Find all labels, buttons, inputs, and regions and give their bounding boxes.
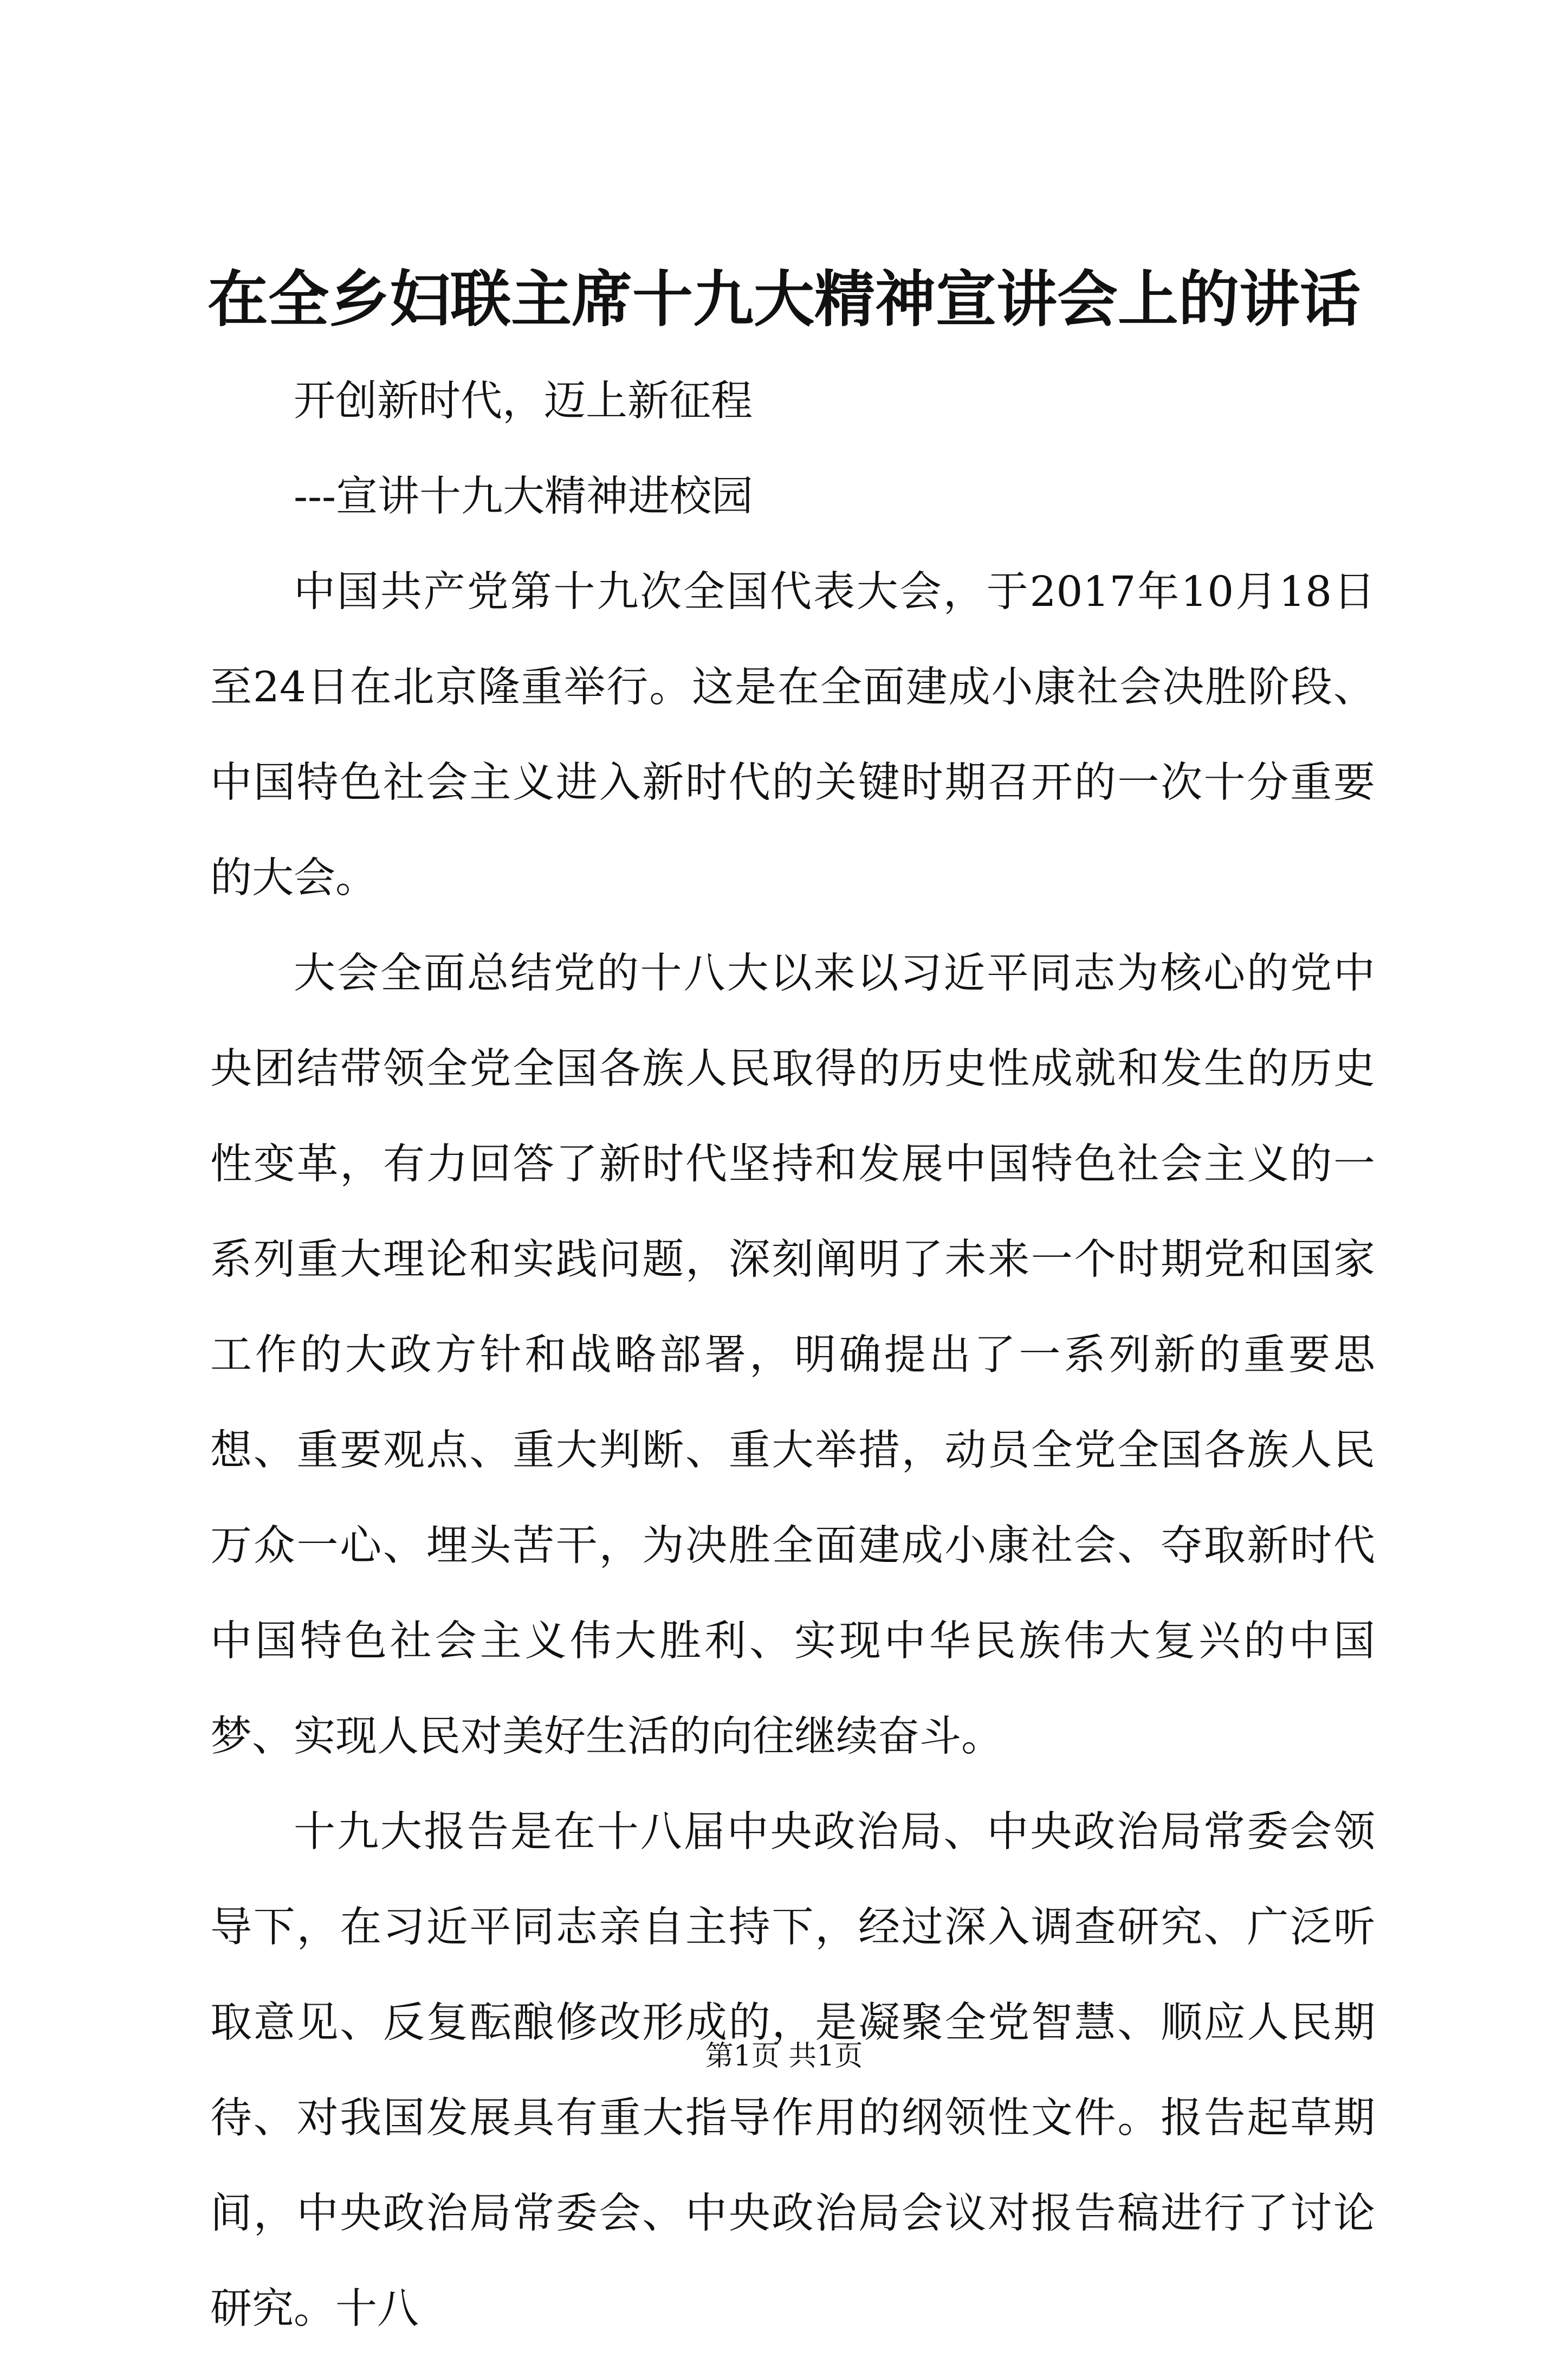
body-paragraph-3: 十九大报告是在十八届中央政治局、中央政治局常委会领导下，在习近平同志亲自主持下，经过深入调查研究、广泛听取意见、反复酝酿修改形成的，是凝聚全党智慧、顺应人民期待、对我国发展具有重大指导作用的纲领性文件。报告起草期间，中央政治局常委会、中央政治局会议对报告稿进行了讨论研究。十八 (210, 1808, 1375, 2333)
document-subtitle: 开创新时代，迈上新征程 (294, 377, 753, 425)
page-footer: 第1页 共1页 (705, 2040, 863, 2072)
body-paragraph-1: 中国共产党第十九次全国代表大会，于2017年10月18日至24日在北京隆重举行。这是在全面建成小康社会决胜阶段、中国特色社会主义进入新时代的关键时期召开的一次十分重要的大会。 (210, 568, 1375, 902)
body-paragraph-2: 大会全面总结党的十八大以来以习近平同志为核心的党中央团结带领全党全国各族人民取得的历史性成就和发生的历史性变革，有力回答了新时代坚持和发展中国特色社会主义的一系列重大理论和实践问题，深刻阐明了未来一个时期党和国家工作的大政方针和战略部署，明确提出了一系列新的重要思想、重要观点、重大判断、重大举措，动员全党全国各族人民万众一心、埋头苦干，为决胜全面建成小康社会、夺取新时代中国特色社会主义伟大胜利、实现中华民族伟大复兴的中国梦、实现人民对美好生活的向往继续奋斗。 (210, 950, 1375, 1761)
document-title: 在全乡妇联主席十九大精神宣讲会上的讲话 (208, 264, 1360, 335)
document-subheading: ---宣讲十九大精神进校园 (294, 473, 754, 521)
